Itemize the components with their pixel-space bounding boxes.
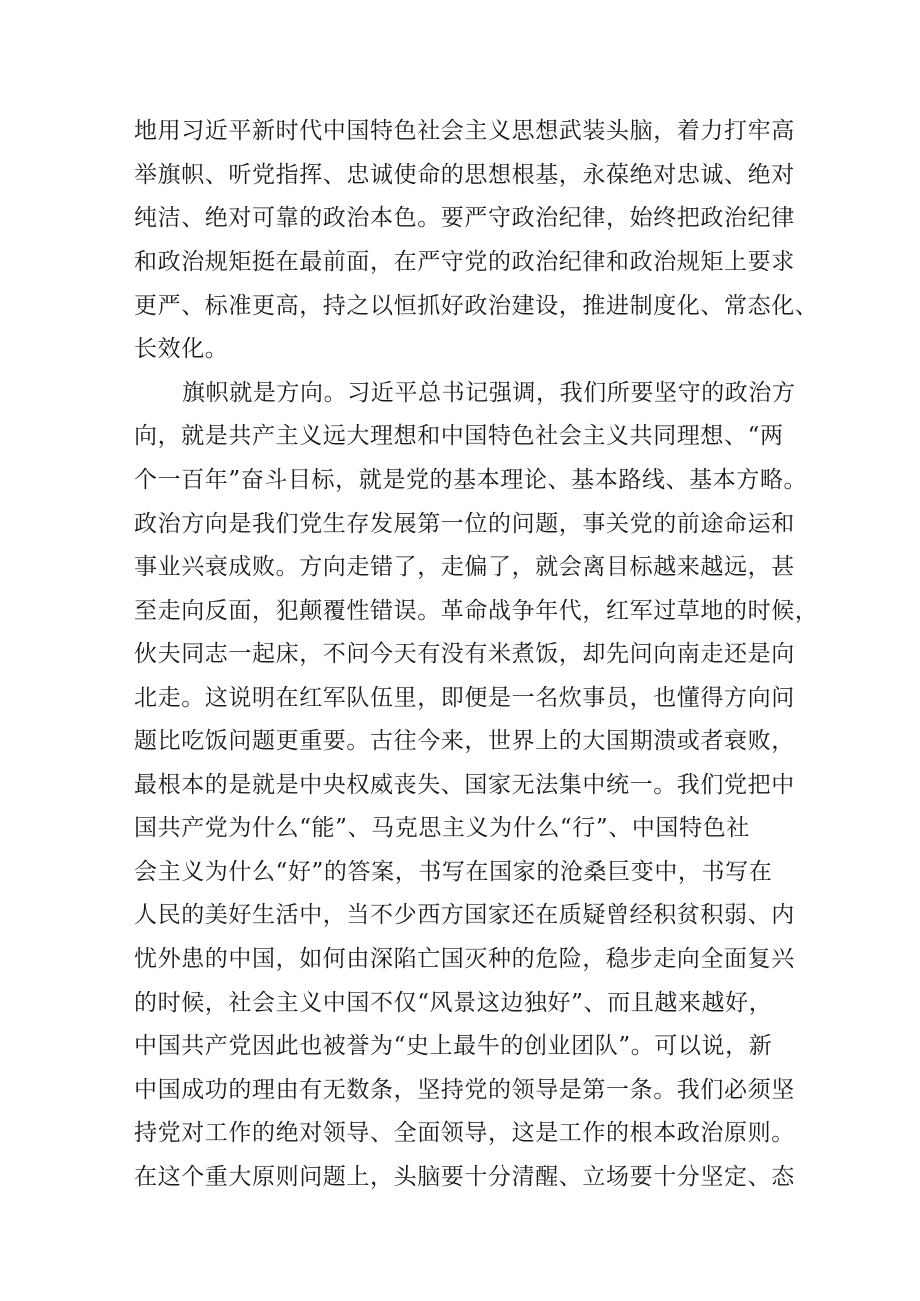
text-line: 事业兴衰成败。方向走错了，走偏了，就会离目标越来越远，甚 xyxy=(134,554,795,580)
text-line: 伙夫同志一起床，不问今天有没有米煮饭，却先问向南走还是向 xyxy=(134,641,795,667)
text-line: 在这个重大原则问题上，头脑要十分清醒、立场要十分坚定、态 xyxy=(134,1164,795,1190)
text-line: 纯洁、绝对可靠的政治本色。要严守政治纪律，始终把政治纪律 xyxy=(134,205,795,231)
text-line: 更严、标准更高，持之以恒抓好政治建设，推进制度化、常态化、 xyxy=(134,293,819,319)
text-line: 个一百年”奋斗目标，就是党的基本理论、基本路线、基本方略。 xyxy=(134,467,808,493)
text-line: 和政治规矩挺在最前面，在严守党的政治纪律和政治规矩上要求 xyxy=(134,249,795,275)
text-line: 中国共产党因此也被誉为“史上最牛的创业团队”。可以说，新 xyxy=(134,1033,773,1059)
text-line: 最根本的是就是中央权威丧失、国家无法集中统一。我们党把中 xyxy=(134,772,795,798)
text-line: 的时候，社会主义中国不仅“风景这边独好”、而且越来越好， xyxy=(134,990,773,1016)
text-line: 题比吃饭问题更重要。古往今来，世界上的大国期溃或者衰败， xyxy=(134,728,795,754)
text-line: 地用习近平新时代中国特色社会主义思想武装头脑，着力打牢高 xyxy=(134,118,795,144)
text-line: 举旗帜、听党指挥、忠诚使命的思想根基，永葆绝对忠诚、绝对 xyxy=(134,162,795,188)
text-line: 向，就是共产主义远大理想和中国特色社会主义共同理想、“两 xyxy=(134,423,784,449)
text-line: 至走向反面，犯颠覆性错误。革命战争年代，红军过草地的时候， xyxy=(134,598,819,624)
text-line: 国共产党为什么“能”、马克思主义为什么“行”、中国特色社 xyxy=(134,815,750,841)
text-line: 忧外患的中国，如何由深陷亡国灭种的危险，稳步走向全面复兴 xyxy=(134,946,795,972)
text-line: 中国成功的理由有无数条，坚持党的领导是第一条。我们必须坚 xyxy=(134,1077,795,1103)
text-line: 长效化。 xyxy=(134,336,229,362)
paragraph-first-line: 旗帜就是方向。习近平总书记强调，我们所要坚守的政治方 xyxy=(182,380,796,406)
text-line: 政治方向是我们党生存发展第一位的问题，事关党的前途命运和 xyxy=(134,511,795,537)
text-line: 人民的美好生活中，当不少西方国家还在质疑曾经积贫积弱、内 xyxy=(134,902,795,928)
text-line: 北走。这说明在红军队伍里，即便是一名炊事员，也懂得方向问 xyxy=(134,685,795,711)
text-line: 会主义为什么“好”的答案，书写在国家的沧桑巨变中，书写在 xyxy=(134,859,773,885)
text-line: 持党对工作的绝对领导、全面领导，这是工作的根本政治原则。 xyxy=(134,1120,795,1146)
